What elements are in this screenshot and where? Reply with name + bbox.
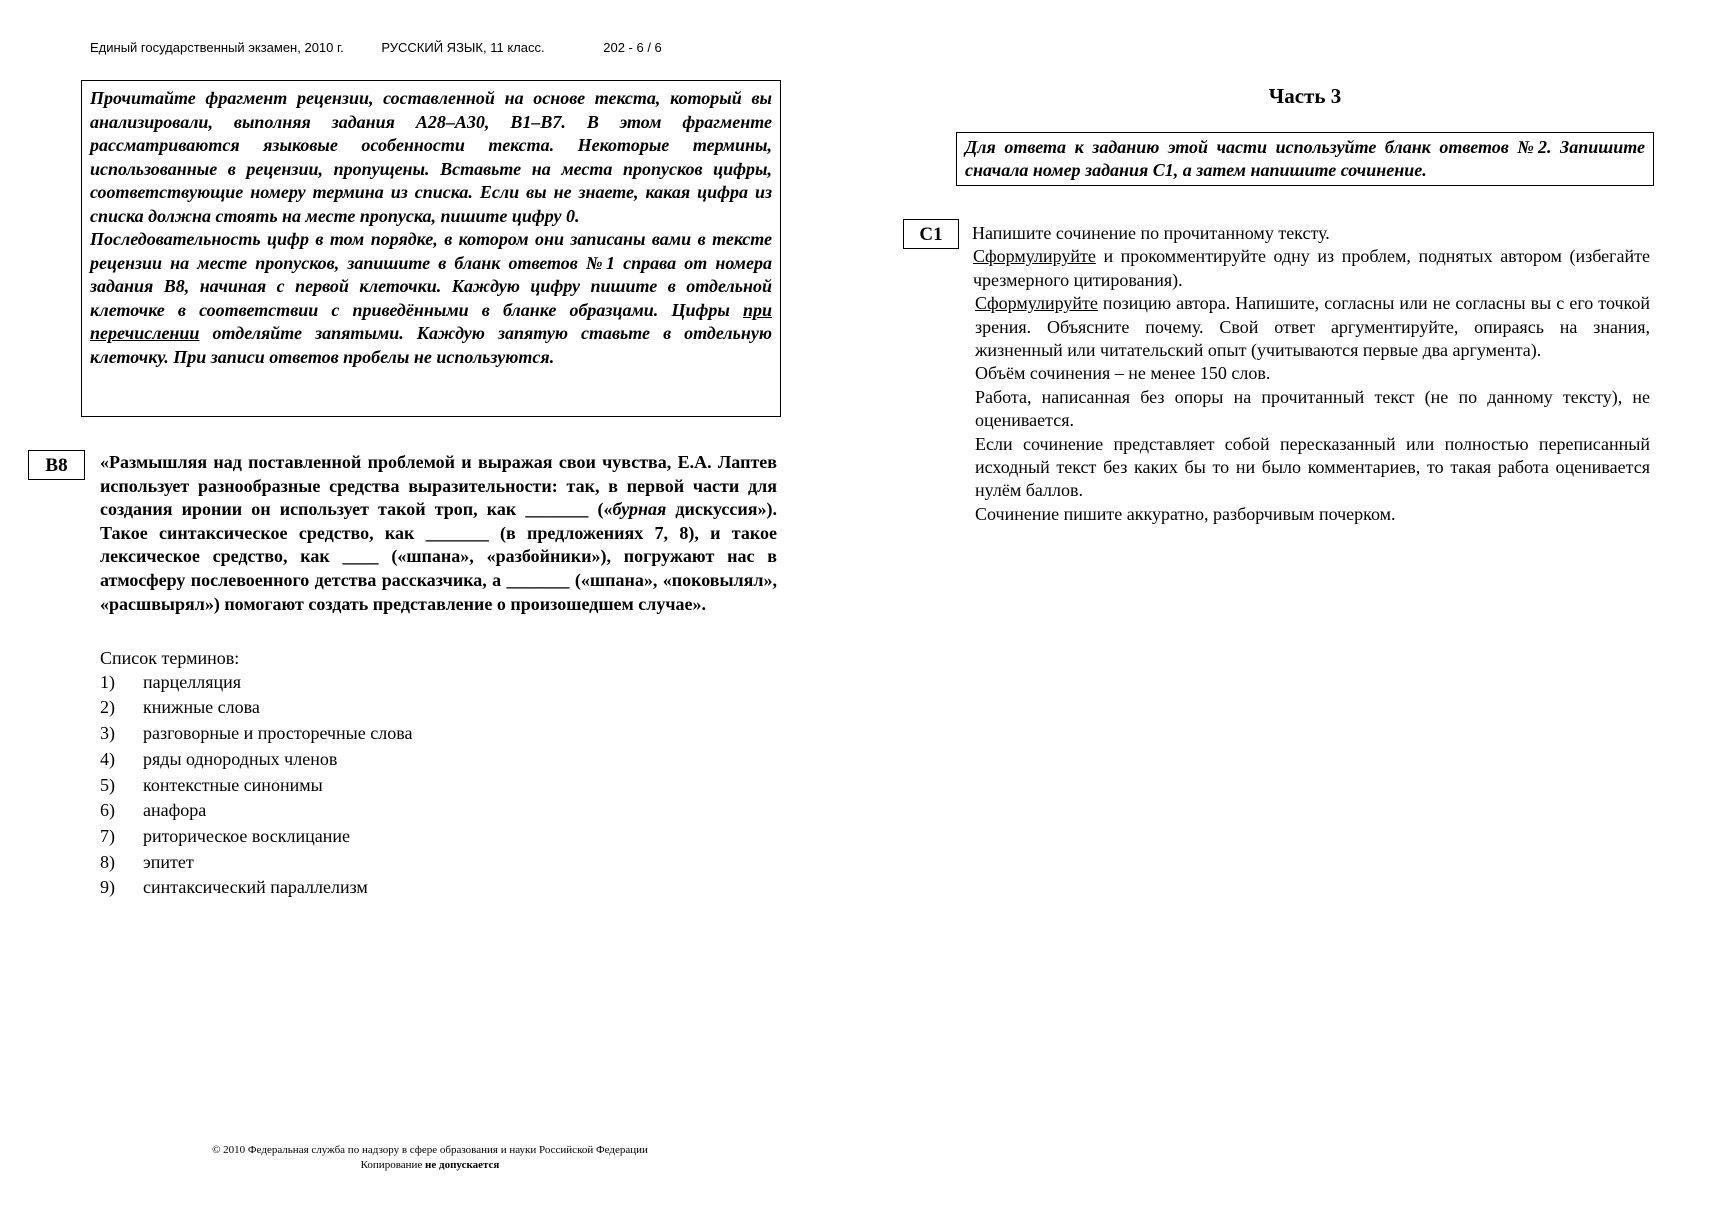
term-text: синтаксический параллелизм: [143, 877, 368, 898]
header-subject: РУССКИЙ ЯЗЫК, 11 класс.: [381, 40, 545, 55]
term-text: разговорные и просторечные слова: [143, 723, 413, 744]
term-text: ряды однородных членов: [143, 748, 338, 769]
c1-no-basis: Работа, написанная без опоры на прочитанный текст (не по данному тексту), не оценивается.: [975, 386, 1650, 431]
c1-formulate-problem: Сформулируйте и прокомментируйте одну из проблем, поднятых автором (избегайте чрезмерного цитирования).: [973, 246, 1650, 290]
header-page: 202 - 6 / 6: [603, 40, 662, 55]
c1-task-text: [972, 222, 1650, 526]
c1-retell: Если сочинение представляет собой пересказанный или полностью переписанный исходный текст без каких бы то ни было комментариев, то такая работа оценивается нулём баллов.: [975, 433, 1650, 501]
term-text: анафора: [143, 800, 207, 821]
term-text: эпитет: [143, 851, 194, 872]
term-item: [100, 875, 700, 901]
term-item: [100, 721, 700, 747]
c1-formulate-position: Сформулируйте позицию автора. Напишите, согласны или не согласны вы с его точкой зрения. Объясните почему. Свой ответ аргументируйте, опираясь на знания, жизненный или читательский опыт (учитываются первые два аргумента).: [975, 293, 1650, 361]
footer-copyright: © 2010 Федеральная служба по надзору в сфере образования и науки Российской Федерации: [212, 1144, 648, 1156]
term-number: 6): [100, 800, 115, 821]
footer-copy-note: Копирование не допускается: [360, 1159, 500, 1171]
term-number: 9): [100, 877, 115, 898]
task-label-c1: С1: [903, 219, 959, 249]
term-text: книжные слова: [143, 697, 260, 718]
c1-line1: Напишите сочинение по прочитанному тексту.: [972, 223, 1330, 243]
c1-neat: Сочинение пишите аккуратно, разборчивым почерком.: [975, 503, 1396, 524]
task-label-b8: В8: [28, 450, 85, 480]
term-number: 3): [100, 723, 115, 744]
c1-volume: Объём сочинения – не менее 150 слов.: [975, 363, 1271, 384]
b8-instruction-p1: Прочитайте фрагмент рецензии, составленной на основе текста, который вы анализировали, выполняя задания А28–А30, В1–В7. В этом фрагменте рассматриваются языковые особенности текста. Некоторые термины, использованные в рецензии, пропущены. Вставьте на места пропусков цифры, соответствующие номеру термина из списка. Если вы не знаете, какая цифра из списка должна стоять на месте пропуска, пишите цифру 0.: [90, 88, 772, 226]
term-number: 8): [100, 851, 115, 872]
header-exam: Единый государственный экзамен, 2010 г.: [90, 40, 344, 55]
page-footer: [150, 1143, 710, 1173]
term-text: контекстные синонимы: [143, 774, 323, 795]
term-number: 4): [100, 748, 115, 769]
term-number: 2): [100, 697, 115, 718]
term-number: 1): [100, 671, 115, 692]
part-3-instruction-box: Для ответа к заданию этой части используйте бланк ответов №2. Запишите сначала номер задания С1, а затем напишите сочинение.: [956, 132, 1654, 186]
b8-instruction-p2: Последовательность цифр в том порядке, в котором они записаны вами в тексте рецензии на месте пропусков, запишите в бланк ответов №1 справа от номера задания В8, начиная с первой клеточки. Каждую цифру пишите в отдельной клеточке в соответствии с приведёнными в бланке образцами. Цифры при перечислении отделяйте запятыми. Каждую запятую ставьте в отдельную клеточку. При записи ответов пробелы не используются.: [90, 229, 772, 367]
b8-review-text: «Размышляя над поставленной проблемой и выражая свои чувства, Е.А. Лаптев использует разнообразные средства выразительности: так, в первой части для создания иронии он использует такой троп, как _______ («бурная дискуссия»). Такое синтаксическое средство, как _______ (в предложениях 7, 8), и такое лексическое средство, как ____ («шпана», «разбойники»), погружают нас в атмосферу послевоенного детства рассказчика, а _______ («шпана», «поковылял», «расшвырял») помогают создать представление о произошедшем случае».: [100, 452, 777, 614]
term-text: парцелляция: [143, 671, 242, 692]
term-item: [100, 747, 700, 773]
term-item: [100, 773, 700, 799]
b8-instruction-box: [81, 80, 781, 417]
term-item: [100, 798, 700, 824]
term-item: [100, 824, 700, 850]
term-item: [100, 695, 700, 721]
part-3-title: Часть 3: [1268, 84, 1342, 108]
term-text: риторическое восклицание: [143, 825, 350, 846]
term-number: 7): [100, 825, 115, 846]
term-number: 5): [100, 774, 115, 795]
term-item: [100, 850, 700, 876]
terms-list: [100, 646, 700, 901]
page-header: [90, 40, 662, 55]
terms-heading: Список терминов:: [100, 648, 240, 668]
underlined-phrase: при перечислении: [90, 299, 772, 343]
term-item: [100, 670, 700, 696]
